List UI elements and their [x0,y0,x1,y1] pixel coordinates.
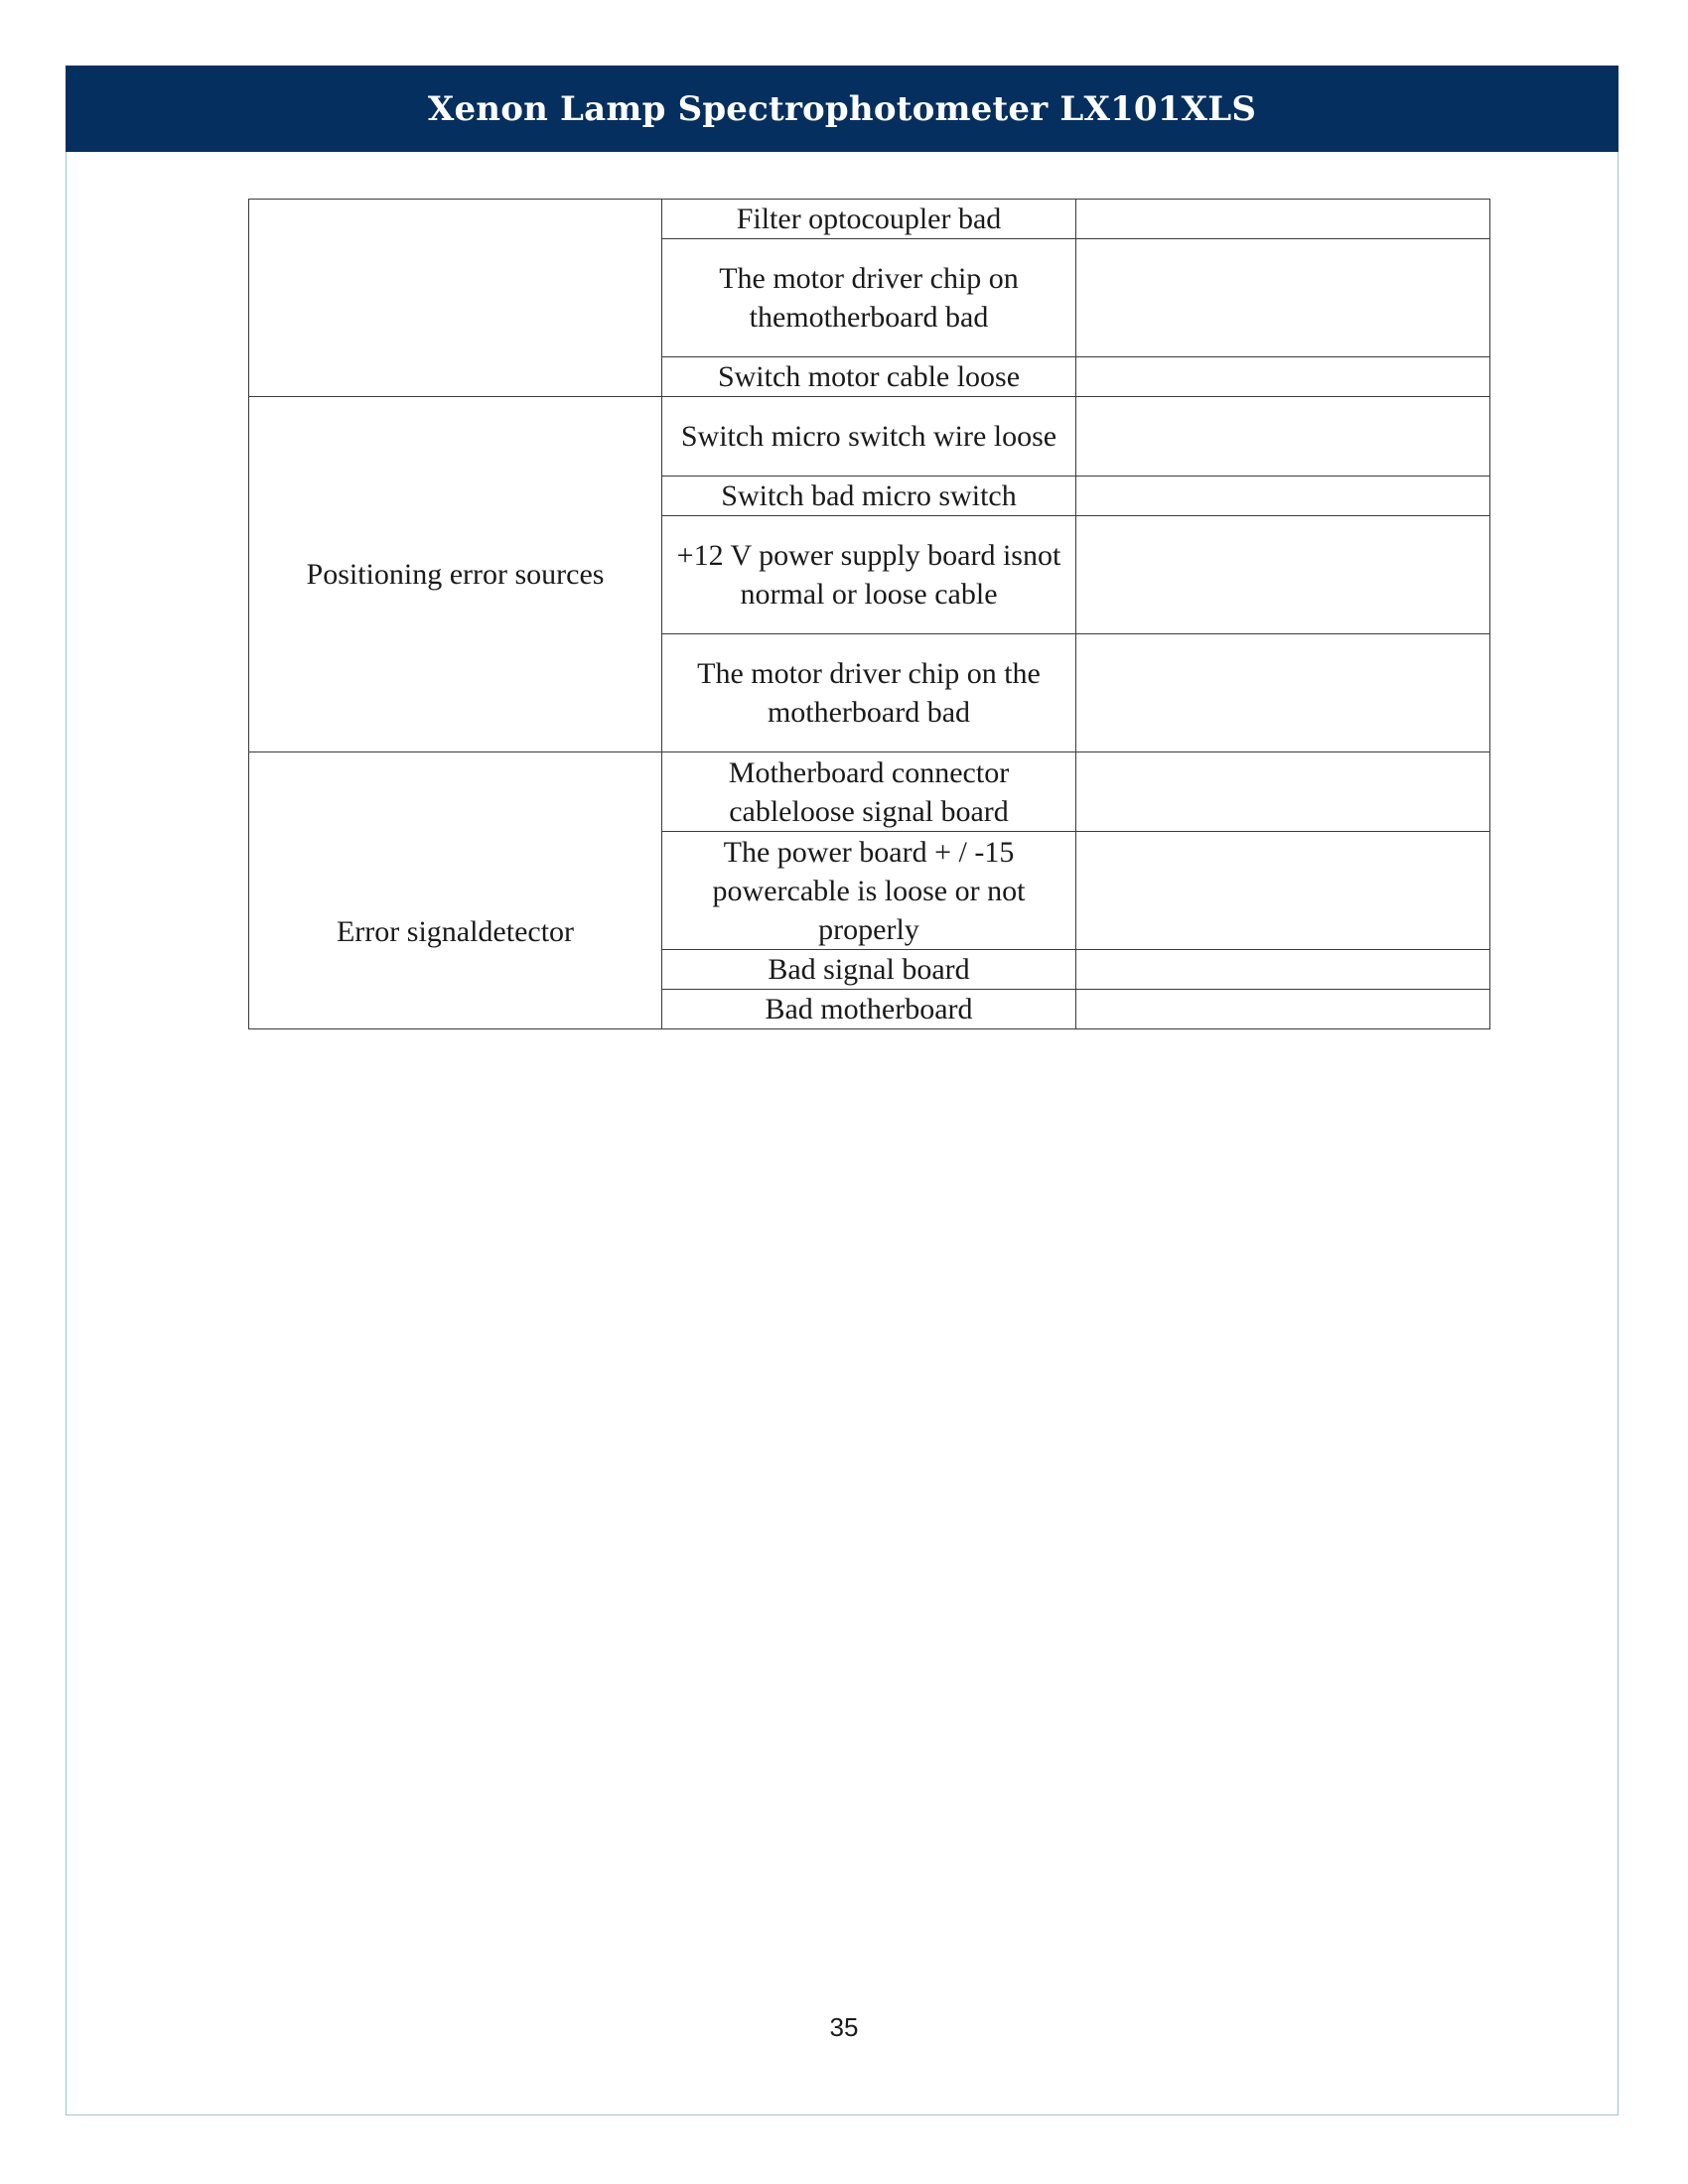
cause-cell: The power board + / -15 powercable is loose or not properly [662,832,1076,950]
cause-cell: Switch bad micro switch [662,477,1076,516]
remedy-cell [1076,357,1490,397]
remedy-cell [1076,990,1490,1029]
remedy-cell [1076,200,1490,239]
page-title: Xenon Lamp Spectrophotometer LX101XLS [427,88,1257,129]
cause-cell: +12 V power supply board isnot normal or loose cable [662,516,1076,634]
cause-cell: Switch micro switch wire loose [662,397,1076,477]
remedy-cell [1076,397,1490,477]
header-band [66,66,1618,152]
table-row [249,397,1490,477]
remedy-cell [1076,516,1490,634]
remedy-cell [1076,832,1490,950]
remedy-cell [1076,634,1490,752]
remedy-cell [1076,239,1490,357]
cause-cell: Bad motherboard [662,990,1076,1029]
fault-cell: Error signaldetector [249,752,662,1029]
fault-cell [249,200,662,397]
cause-cell: Filter optocoupler bad [662,200,1076,239]
cause-cell: Switch motor cable loose [662,357,1076,397]
cause-cell: Motherboard connector cableloose signal board [662,752,1076,832]
table-row [249,752,1490,832]
troubleshooting-table [248,199,1490,1029]
cause-cell: The motor driver chip on themotherboard bad [662,239,1076,357]
table-row [249,200,1490,239]
page-number: 35 [829,2012,859,2042]
fault-cell: Positioning error sources [249,397,662,752]
cause-cell: Bad signal board [662,950,1076,990]
remedy-cell [1076,752,1490,832]
remedy-cell [1076,950,1490,990]
remedy-cell [1076,477,1490,516]
cause-cell: The motor driver chip on the motherboard bad [662,634,1076,752]
